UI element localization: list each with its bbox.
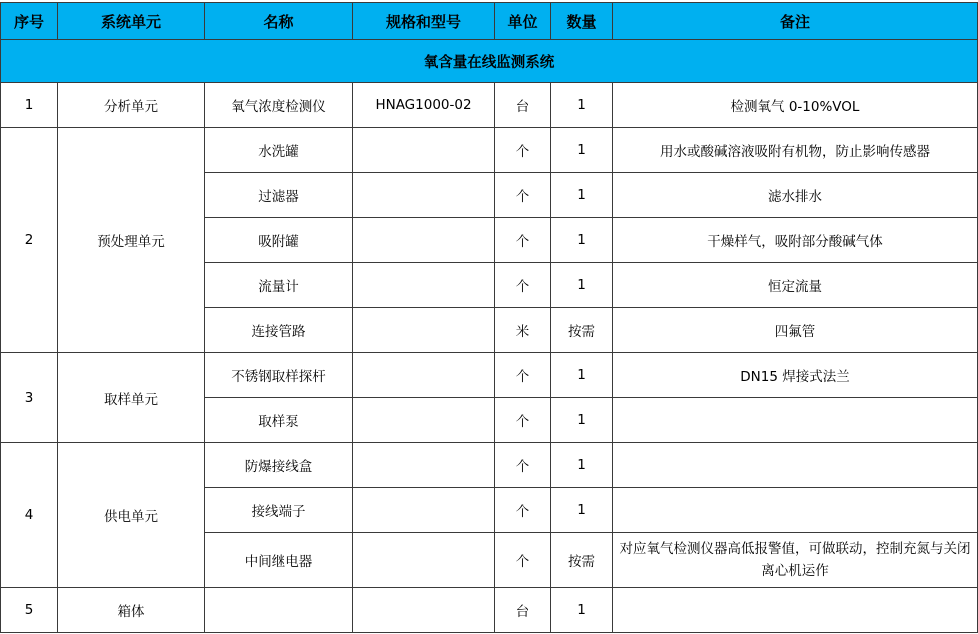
cell-no: 2 (1, 128, 58, 353)
cell-unit: 个 (495, 218, 551, 263)
cell-note: 用水或酸碱溶液吸附有机物，防止影响传感器 (613, 128, 978, 173)
table-row (1, 353, 978, 398)
header-quantity: 数量 (551, 3, 613, 40)
cell-no: 3 (1, 353, 58, 443)
cell-unit: 个 (495, 488, 551, 533)
cell-spec (353, 588, 495, 633)
cell-name: 接线端子 (205, 488, 353, 533)
cell-name: 氧气浓度检测仪 (205, 83, 353, 128)
header-note: 备注 (613, 3, 978, 40)
cell-qty: 1 (551, 353, 613, 398)
cell-unit: 个 (495, 443, 551, 488)
cell-note (613, 443, 978, 488)
cell-note (613, 588, 978, 633)
cell-qty: 1 (551, 588, 613, 633)
cell-name: 连接管路 (205, 308, 353, 353)
cell-no: 4 (1, 443, 58, 588)
cell-spec (353, 353, 495, 398)
cell-qty: 1 (551, 128, 613, 173)
cell-unit: 个 (495, 533, 551, 588)
header-unit: 单位 (495, 3, 551, 40)
cell-name: 不锈钢取样探杆 (205, 353, 353, 398)
table-row (1, 83, 978, 128)
table-row (1, 588, 978, 633)
cell-name: 水洗罐 (205, 128, 353, 173)
cell-qty: 1 (551, 83, 613, 128)
cell-system-unit: 箱体 (58, 588, 205, 633)
cell-no: 5 (1, 588, 58, 633)
cell-name: 过滤器 (205, 173, 353, 218)
section-title: 氧含量在线监测系统 (1, 40, 978, 83)
cell-note: 恒定流量 (613, 263, 978, 308)
cell-qty: 按需 (551, 308, 613, 353)
header-no: 序号 (1, 3, 58, 40)
cell-note (613, 488, 978, 533)
cell-note: 检测氧气 0-10%VOL (613, 83, 978, 128)
table-row (1, 443, 978, 488)
cell-system-unit: 取样单元 (58, 353, 205, 443)
cell-note: 四氟管 (613, 308, 978, 353)
cell-unit: 米 (495, 308, 551, 353)
cell-qty: 1 (551, 218, 613, 263)
header-spec: 规格和型号 (353, 3, 495, 40)
cell-spec (353, 488, 495, 533)
cell-note: 干燥样气，吸附部分酸碱气体 (613, 218, 978, 263)
cell-no: 1 (1, 83, 58, 128)
cell-name: 流量计 (205, 263, 353, 308)
cell-spec: HNAG1000-02 (353, 83, 495, 128)
cell-spec (353, 218, 495, 263)
cell-spec (353, 128, 495, 173)
cell-spec (353, 398, 495, 443)
cell-note: 对应氧气检测仪器高低报警值，可做联动，控制充氮与关闭离心机运作 (613, 533, 978, 588)
cell-unit: 个 (495, 398, 551, 443)
cell-qty: 按需 (551, 533, 613, 588)
header-row (1, 3, 978, 40)
cell-qty: 1 (551, 488, 613, 533)
cell-qty: 1 (551, 263, 613, 308)
cell-name: 防爆接线盒 (205, 443, 353, 488)
cell-note: 滤水排水 (613, 173, 978, 218)
header-system-unit: 系统单元 (58, 3, 205, 40)
cell-unit: 个 (495, 353, 551, 398)
cell-name: 中间继电器 (205, 533, 353, 588)
cell-name: 取样泵 (205, 398, 353, 443)
cell-name (205, 588, 353, 633)
cell-spec (353, 308, 495, 353)
cell-spec (353, 443, 495, 488)
cell-unit: 台 (495, 588, 551, 633)
section-row (1, 40, 978, 83)
cell-note: DN15 焊接式法兰 (613, 353, 978, 398)
cell-qty: 1 (551, 443, 613, 488)
cell-note (613, 398, 978, 443)
cell-unit: 个 (495, 263, 551, 308)
equipment-table (0, 2, 978, 633)
cell-unit: 台 (495, 83, 551, 128)
cell-spec (353, 263, 495, 308)
cell-qty: 1 (551, 173, 613, 218)
table-row (1, 128, 978, 173)
cell-system-unit: 供电单元 (58, 443, 205, 588)
cell-qty: 1 (551, 398, 613, 443)
cell-system-unit: 预处理单元 (58, 128, 205, 353)
cell-name: 吸附罐 (205, 218, 353, 263)
cell-unit: 个 (495, 173, 551, 218)
cell-system-unit: 分析单元 (58, 83, 205, 128)
header-name: 名称 (205, 3, 353, 40)
cell-spec (353, 173, 495, 218)
cell-unit: 个 (495, 128, 551, 173)
cell-spec (353, 533, 495, 588)
